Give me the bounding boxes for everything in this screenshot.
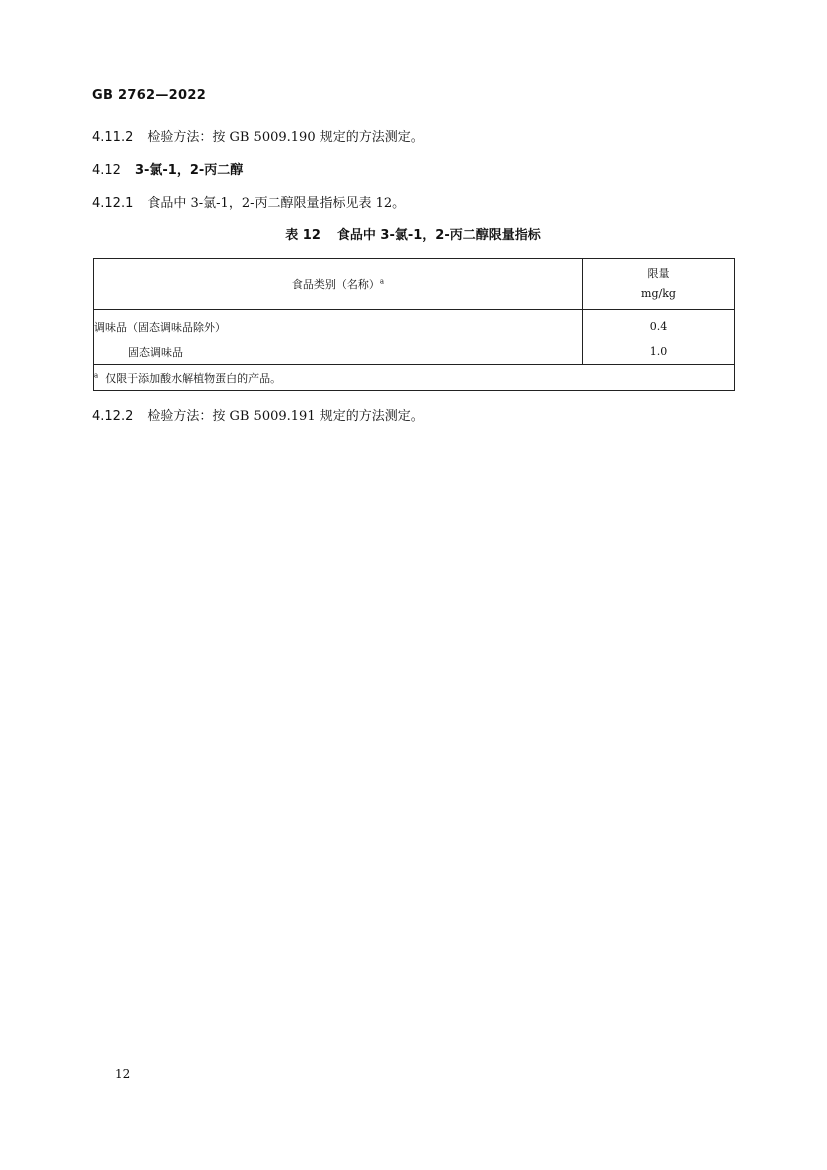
table-header-row <box>94 259 735 310</box>
footnote-text: 仅限于添加酸水解植物蛋白的产品。 <box>105 371 282 385</box>
section-4-12-2 <box>92 405 424 424</box>
section-4-12-1 <box>92 192 405 211</box>
footnote-marker: a <box>94 370 99 379</box>
table-row <box>94 310 735 340</box>
table-title: 食品中 3-氯-1，2-丙二醇限量指标 <box>336 228 541 243</box>
limit-header-text: 限量 <box>647 267 670 280</box>
section-number: 4.12 <box>92 163 121 178</box>
column-header-limit <box>583 259 735 310</box>
food-category-cell: 固态调味品 <box>94 339 583 365</box>
footnote-marker: a <box>379 277 385 286</box>
section-number: 4.11.2 <box>92 130 134 145</box>
limits-table <box>93 258 735 391</box>
standard-code-header: GB 2762—2022 <box>92 88 207 103</box>
limit-value-cell: 0.4 <box>649 320 668 333</box>
food-category-cell: 调味品（固态调味品除外） <box>94 310 583 340</box>
section-number: 4.12.1 <box>92 196 134 211</box>
table-row <box>94 339 735 365</box>
limit-unit: mg/kg <box>641 287 676 300</box>
section-4-12-heading <box>92 159 243 178</box>
table-footnote <box>94 365 735 391</box>
table-caption <box>92 224 734 243</box>
table-footnote-row <box>94 365 735 391</box>
section-number: 4.12.2 <box>92 409 134 424</box>
section-title: 3-氯-1，2-丙二醇 <box>134 163 244 178</box>
column-header-food-category <box>94 259 583 310</box>
section-text: 检验方法：按 GB 5009.191 规定的方法测定。 <box>147 409 424 424</box>
section-4-11-2 <box>92 126 424 145</box>
column-header-text: 食品类别（名称） <box>291 278 380 291</box>
page-number: 12 <box>115 1067 131 1081</box>
table-number: 表 12 <box>285 228 321 243</box>
section-text: 检验方法：按 GB 5009.190 规定的方法测定。 <box>147 130 424 145</box>
section-text: 食品中 3-氯-1，2-丙二醇限量指标见表 12。 <box>147 196 406 211</box>
limit-value-cell: 1.0 <box>649 345 668 358</box>
